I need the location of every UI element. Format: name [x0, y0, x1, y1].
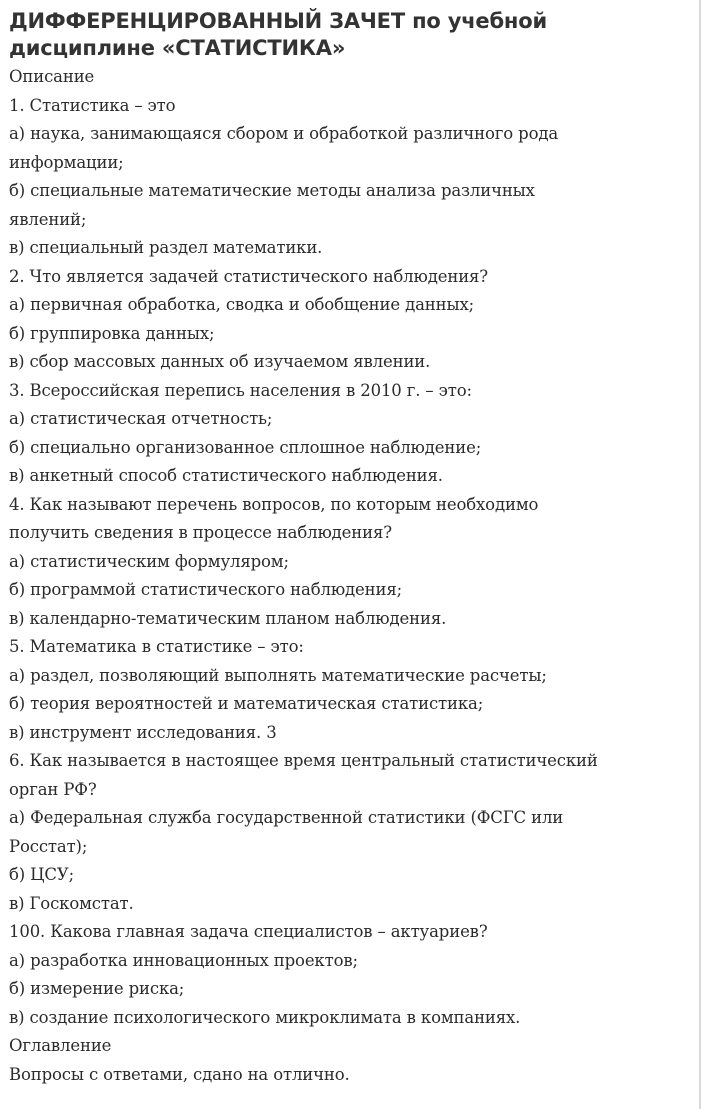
text-line: явлений; — [9, 209, 87, 229]
toc-label: Оглавление — [9, 1036, 112, 1055]
text-line: Росстат); — [9, 836, 88, 856]
text-line: в) анкетный способ статистического наблюдения. — [9, 466, 443, 485]
text-line: б) программой статистического наблюдения; — [9, 580, 403, 599]
text-line: а) разработка инновационных проектов; — [9, 950, 358, 970]
description-label: Описание — [9, 67, 95, 86]
text-line: в) инструмент исследования. 3 — [9, 722, 277, 742]
text-line: получить сведения в процессе наблюдения? — [9, 523, 392, 542]
text-line: а) статистическая отчетность; — [9, 409, 273, 428]
text-line: а) статистическим формуляром; — [9, 551, 289, 571]
text-line: 4. Как называют перечень вопросов, по которым необходимо — [9, 494, 539, 514]
text-line: в) создание психологического микроклимата в компаниях. — [9, 1007, 521, 1027]
text-line: б) ЦСУ; — [9, 865, 75, 884]
document-title — [9, 8, 669, 62]
text-line: б) специально организованное сплошное наблюдение; — [9, 437, 482, 457]
text-line: а) наука, занимающаяся сбором и обработкой различного рода — [9, 124, 559, 143]
text-line: 2. Что является задачей статистического наблюдения? — [9, 266, 488, 286]
text-line: 5. Математика в статистике – это: — [9, 637, 304, 656]
text-line: б) измерение риска; — [9, 979, 185, 998]
title-line-2: дисциплине «СТАТИСТИКА» — [9, 36, 346, 60]
text-line: б) теория вероятностей и математическая статистика; — [9, 694, 484, 713]
text-line: орган РФ? — [9, 779, 97, 799]
text-line: а) первичная обработка, сводка и обобщение данных; — [9, 295, 475, 314]
question-list — [9, 92, 699, 1033]
footer-text: Вопросы с ответами, сдано на отлично. — [9, 1064, 350, 1084]
title-line-1: ДИФФЕРЕНЦИРОВАННЫЙ ЗАЧЕТ по учебной — [9, 9, 547, 33]
text-line: б) группировка данных; — [9, 323, 215, 343]
text-line: 3. Всероссийская перепись населения в 2010 г. – это: — [9, 380, 472, 400]
text-line: в) сбор массовых данных об изучаемом явлении. — [9, 352, 431, 371]
text-line: информации; — [9, 152, 124, 172]
text-line: в) календарно-тематическим планом наблюдения. — [9, 608, 447, 628]
text-line: а) Федеральная служба государственной статистики (ФСГС или — [9, 808, 564, 827]
text-line: 6. Как называется в настоящее время центральный статистический — [9, 751, 598, 770]
text-line: 100. Какова главная задача специалистов – актуариев? — [9, 922, 488, 941]
text-line: в) специальный раздел математики. — [9, 238, 323, 257]
text-line: 1. Статистика – это — [9, 95, 176, 115]
text-line: в) Госкомстат. — [9, 893, 134, 913]
text-line: а) раздел, позволяющий выполнять математические расчеты; — [9, 665, 547, 685]
text-line: б) специальные математические методы анализа различных — [9, 181, 535, 200]
